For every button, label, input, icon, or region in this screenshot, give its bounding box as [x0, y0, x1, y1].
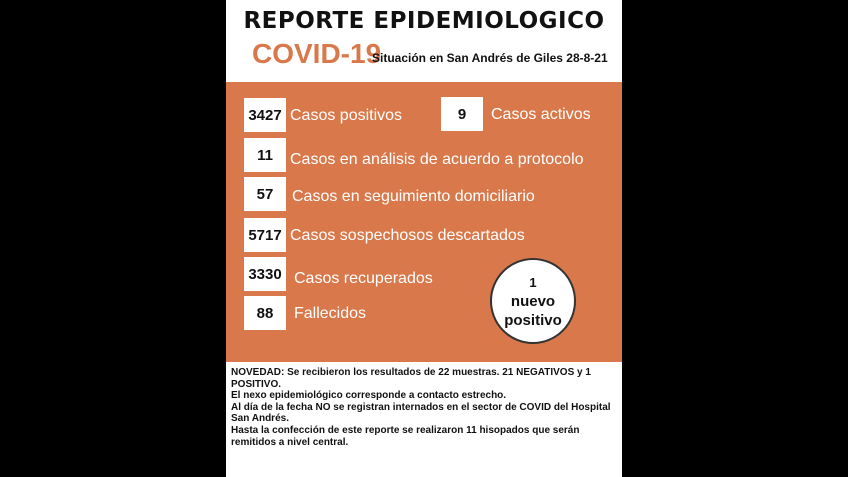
covid-heading: COVID-19	[252, 38, 382, 69]
new-positive-count: 1	[529, 274, 537, 290]
analisis-count: 11	[244, 138, 286, 172]
note-nexo: El nexo epidemiológico corresponde a contacto estrecho.	[231, 390, 507, 402]
seguimiento-label: Casos en seguimiento domiciliario	[292, 188, 535, 205]
report-title: REPORTE EPIDEMIOLOGICO	[243, 8, 605, 34]
note-hisopados: Hasta la confección de este reporte se realizaron 11 hisopados que serán remitidos a nivel central.	[231, 424, 580, 448]
activos-count: 9	[441, 97, 483, 131]
fallecidos-label: Fallecidos	[294, 305, 367, 322]
situation-line: Situación en San Andrés de Giles 28-8-21	[372, 51, 608, 65]
new-positive-badge	[490, 258, 576, 344]
descartados-label: Casos sospechosos descartados	[290, 227, 525, 244]
fallecidos-count: 88	[244, 296, 286, 330]
recuperados-label: Casos recuperados	[294, 270, 433, 287]
note-novedad: NOVEDAD: Se recibieron los resultados de 22 muestras. 21 NEGATIVOS y 1 POSITIVO.	[231, 367, 591, 390]
recuperados-count: 3330	[244, 257, 286, 291]
positivos-label: Casos positivos	[290, 107, 403, 124]
seguimiento-count: 57	[244, 177, 286, 211]
new-positive-line1: nuevo	[510, 292, 556, 310]
descartados-count: 5717	[244, 218, 286, 252]
new-positive-line2: positivo	[504, 311, 562, 329]
positivos-count: 3427	[244, 98, 286, 132]
stats-panel	[226, 82, 622, 362]
analisis-label: Casos en análisis de acuerdo a protocolo	[290, 151, 584, 168]
activos-label: Casos activos	[491, 106, 591, 123]
report-poster	[226, 0, 622, 477]
notes-section	[231, 367, 621, 448]
note-internados: Al día de la fecha NO se registran internados en el sector de COVID del Hospital San Andrés.	[231, 401, 611, 425]
